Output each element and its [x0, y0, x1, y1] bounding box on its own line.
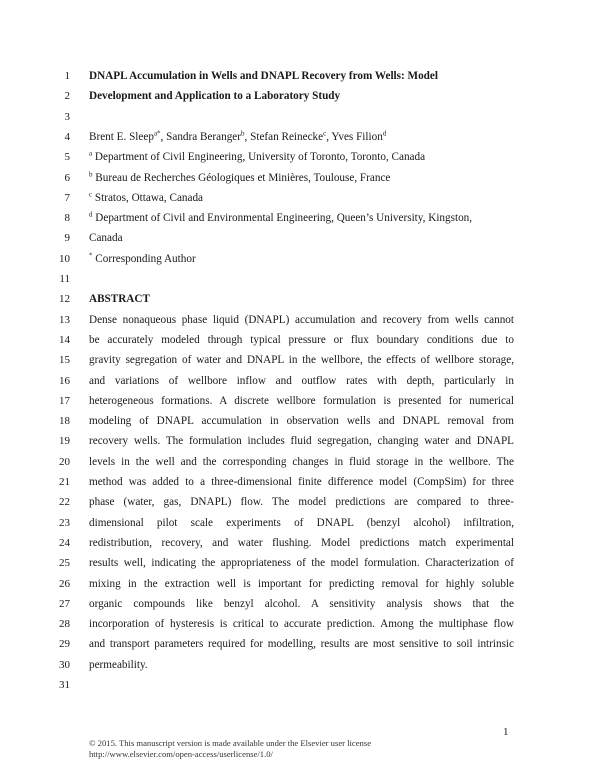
abstract-line: phase (water, gas, DNAPL) flow. The model predictions are compared to three- — [89, 496, 514, 509]
abstract-line: heterogeneous formations. A discrete wellbore formulation is presented for numerical — [89, 394, 514, 407]
line-number: 27 — [59, 597, 70, 610]
line-number: 24 — [59, 536, 70, 549]
text-line — [0, 594, 600, 614]
affiliation-text: Corresponding Author — [92, 252, 196, 265]
affiliation-text: Department of Civil Engineering, University of Toronto, Toronto, Canada — [92, 151, 426, 164]
text-line — [0, 249, 600, 269]
text-line — [0, 208, 600, 228]
text-line — [0, 431, 600, 451]
abstract-line: method was added to a three-dimensional finite difference model (CompSim) for three — [89, 476, 514, 488]
text-line — [0, 66, 600, 86]
affiliation-mark: c — [89, 190, 93, 199]
line-number: 3 — [64, 110, 70, 123]
abstract-line: and transport parameters required for modelling, results are most sensitive to soil intrinsic — [89, 638, 514, 651]
line-number: 29 — [59, 638, 70, 651]
paper-title-line: Development and Application to a Laboratory Study — [89, 90, 341, 103]
text-line — [0, 492, 600, 512]
text-line — [0, 127, 600, 147]
author-name: , Stefan Reinecke — [244, 130, 324, 143]
abstract-line: organic compounds like benzyl alcohol. A sensitivity analysis shows that the — [89, 597, 514, 610]
affiliation-text: Stratos, Ottawa, Canada — [92, 191, 204, 204]
line-number: 8 — [64, 212, 70, 225]
line-number: 4 — [64, 130, 70, 143]
line-number: 9 — [64, 232, 70, 245]
text-line — [0, 452, 600, 472]
author-affiliation-mark: a* — [153, 129, 161, 138]
text-line — [0, 289, 600, 309]
text-line — [0, 655, 600, 675]
line-number: 7 — [64, 191, 70, 204]
text-line — [0, 269, 600, 289]
line-number: 14 — [59, 333, 70, 346]
text-line — [0, 188, 600, 208]
text-line — [0, 310, 600, 330]
line-number: 28 — [59, 618, 70, 631]
affiliation-text: Department of Civil and Environmental Engineering, Queen’s University, Kingston, — [92, 212, 473, 225]
line-number: 1 — [64, 70, 70, 82]
text-line — [0, 371, 600, 391]
line-number: 6 — [64, 171, 70, 184]
line-number: 15 — [59, 354, 70, 367]
line-number: 31 — [59, 679, 70, 691]
abstract-line: be accurately modeled through typical pressure or flux boundary conditions due to — [89, 333, 514, 346]
line-number: 21 — [59, 476, 70, 488]
affiliation-mark: b — [89, 169, 93, 178]
section-heading: ABSTRACT — [89, 293, 150, 306]
text-line — [0, 675, 600, 695]
text-line — [0, 228, 600, 248]
line-number: 25 — [59, 557, 70, 570]
text-line — [0, 107, 600, 127]
abstract-line: Dense nonaqueous phase liquid (DNAPL) accumulation and recovery from wells cannot — [89, 313, 514, 326]
affiliation-line — [89, 168, 514, 188]
abstract-line: recovery wells. The formulation includes fluid segregation, changing water and DNAPL — [89, 435, 514, 448]
author-name: , Sandra Beranger — [160, 130, 242, 143]
line-number: 16 — [59, 374, 70, 387]
line-number: 13 — [59, 313, 70, 326]
text-line — [0, 147, 600, 167]
abstract-line: incorporation of hysteresis is critical to accurate prediction. Among the multiphase flow — [89, 618, 514, 631]
abstract-line: modeling of DNAPL accumulation in observation wells and DNAPL removal from — [89, 415, 514, 428]
line-number: 2 — [64, 90, 70, 103]
body-line: Canada — [89, 232, 123, 245]
author-affiliation-mark: d — [382, 129, 387, 138]
abstract-line: dimensional pilot scale experiments of DNAPL (benzyl alcohol) infiltration, — [89, 516, 514, 529]
line-number: 10 — [59, 252, 70, 265]
text-line — [0, 86, 600, 106]
line-number: 5 — [64, 151, 70, 164]
text-line — [0, 513, 600, 533]
text-line — [0, 634, 600, 654]
abstract-line: levels in the well and the corresponding changes in fluid storage in the wellbore. The — [89, 455, 514, 468]
text-line — [0, 330, 600, 350]
text-line — [0, 168, 600, 188]
author-affiliation-mark: c — [323, 129, 327, 138]
author-affiliation-mark: b — [241, 129, 245, 138]
line-number: 23 — [59, 516, 70, 529]
affiliation-line — [89, 208, 514, 228]
line-number: 22 — [59, 496, 70, 509]
line-number: 17 — [59, 394, 70, 407]
paper-title-line: DNAPL Accumulation in Wells and DNAPL Recovery from Wells: Model — [89, 70, 438, 82]
affiliation-line — [89, 147, 514, 167]
abstract-line: results well, indicating the appropriateness of the model formulation. Characterization of — [89, 557, 514, 570]
license-text: © 2015. This manuscript version is made available under the Elsevier user license — [89, 738, 372, 748]
author-name: Brent E. Sleep — [89, 130, 154, 143]
text-line — [0, 472, 600, 492]
line-number: 30 — [59, 658, 70, 671]
line-number: 12 — [59, 293, 70, 306]
affiliation-mark: a — [89, 149, 93, 158]
license-footer — [89, 738, 371, 760]
text-line — [0, 574, 600, 594]
author-list — [89, 127, 514, 147]
line-number: 19 — [59, 435, 70, 448]
affiliation-mark: * — [89, 250, 93, 259]
abstract-line: gravity segregation of water and DNAPL in the wellbore, the effects of wellbore storage, — [89, 354, 514, 367]
affiliation-line — [89, 188, 514, 208]
text-line — [0, 553, 600, 573]
text-line — [0, 533, 600, 553]
author-name: , Yves Filion — [326, 130, 383, 143]
page-number: 1 — [503, 726, 509, 738]
text-line — [0, 614, 600, 634]
line-number: 26 — [59, 577, 70, 590]
text-line — [0, 350, 600, 370]
line-number: 11 — [59, 273, 70, 285]
body-line: permeability. — [89, 658, 148, 671]
affiliation-text: Bureau de Recherches Géologiques et Minières, Toulouse, France — [92, 171, 391, 184]
affiliation-mark: d — [89, 210, 93, 219]
text-line — [0, 411, 600, 431]
abstract-line: and variations of wellbore inflow and outflow rates with depth, particularly in — [89, 374, 514, 387]
line-number: 20 — [59, 455, 70, 468]
text-line — [0, 391, 600, 411]
license-url[interactable]: http://www.elsevier.com/open-access/userlicense/1.0/ — [89, 749, 273, 759]
abstract-line: redistribution, recovery, and water flushing. Model predictions match experimental — [89, 536, 514, 549]
line-number: 18 — [59, 415, 70, 428]
affiliation-line — [89, 249, 514, 269]
abstract-line: mixing in the extraction well is important for predicting removal for highly soluble — [89, 577, 514, 590]
